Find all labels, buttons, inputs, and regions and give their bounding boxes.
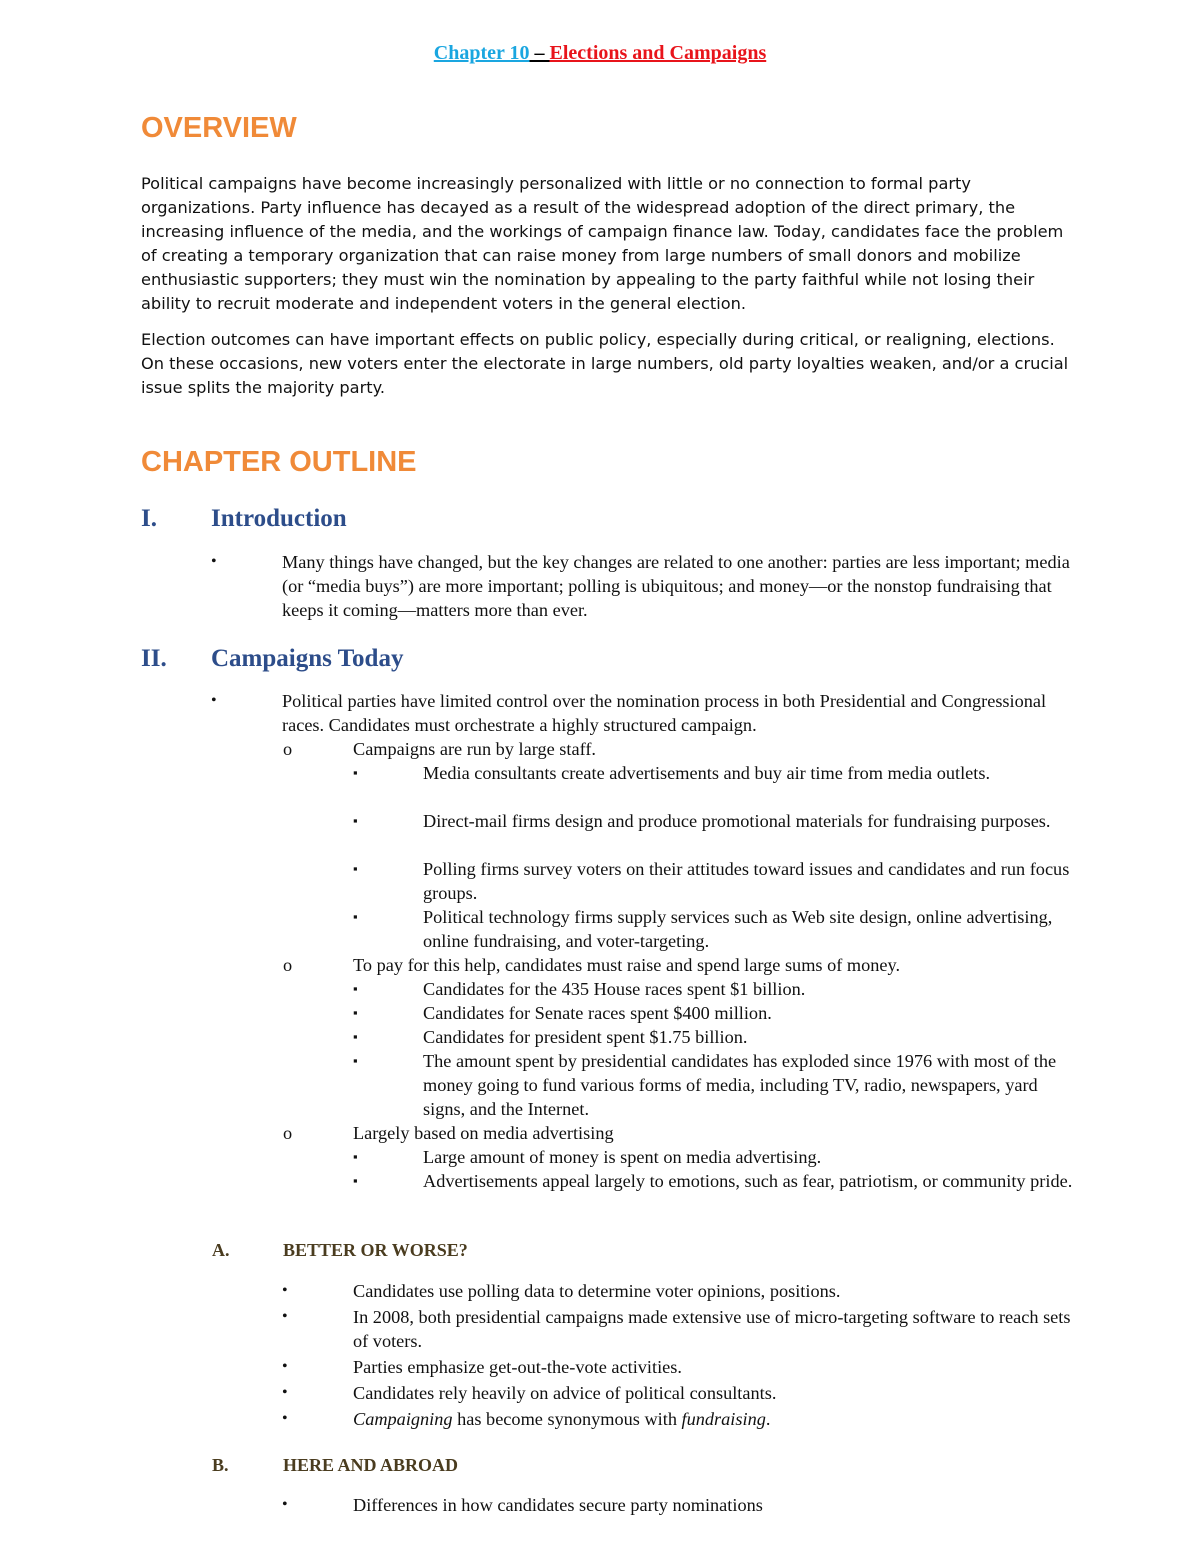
subsection-title: BETTER OR WORSE?	[283, 1240, 468, 1260]
bullet-marker: •	[211, 692, 217, 709]
section-number: II.	[141, 645, 167, 672]
overview-paragraph-1: Political campaigns have become increasingly personalized with little or no connection to formal party organizations. Party influence has decayed as a result of the widespread adoption of the direct primary, the increasing influence of the media, and the workings of campaign finance law. Today, candidates face the problem of creating a temporary organization that can raise money from large numbers of small donors and mobilize enthusiastic supporters; they must win the nomination by appealing to the party faithful while not losing their ability to recruit moderate and independent voters in the general election.	[141, 174, 1064, 313]
square-marker: ▪	[353, 861, 358, 876]
section-title: Introduction	[211, 505, 347, 532]
sub-sub-list-item-text: Large amount of money is spent on media advertising.	[423, 1147, 822, 1167]
sub-sub-list-item-text: Polling firms survey voters on their attitudes toward issues and candidates and run focus groups.	[423, 859, 1070, 903]
square-marker: ▪	[353, 909, 358, 924]
list-item-text: Candidates use polling data to determine voter opinions, positions.	[353, 1281, 841, 1301]
sub-list-item-text: To pay for this help, candidates must raise and spend large sums of money.	[353, 955, 901, 975]
list-item-text: Parties emphasize get-out-the-vote activities.	[353, 1357, 682, 1377]
square-marker: ▪	[353, 1005, 358, 1020]
circle-marker: o	[283, 739, 293, 759]
bullet-marker: •	[282, 1282, 288, 1299]
list-item-text-middle: has become synonymous with	[452, 1409, 682, 1429]
section-number: I.	[141, 505, 157, 532]
title-dash: –	[529, 42, 550, 64]
sub-sub-list-item-text: Candidates for Senate races spent $400 million.	[423, 1003, 772, 1023]
sub-sub-list-item-text: Candidates for the 435 House races spent $1 billion.	[423, 979, 806, 999]
bullet-marker: •	[282, 1384, 288, 1401]
subsection-letter: B.	[212, 1455, 229, 1475]
bullet-marker: •	[211, 553, 217, 570]
list-item-text: Candidates rely heavily on advice of political consultants.	[353, 1383, 777, 1403]
list-item-text	[353, 1407, 1073, 1431]
sub-list-item-text: Largely based on media advertising	[353, 1123, 614, 1143]
square-marker: ▪	[353, 765, 358, 780]
square-marker: ▪	[353, 981, 358, 996]
chapter-outline-heading: CHAPTER OUTLINE	[141, 446, 417, 478]
sub-sub-list-item-text: Political technology firms supply services such as Web site design, online advertising, online fundraising, and voter-targeting.	[423, 907, 1053, 951]
list-item-text: In 2008, both presidential campaigns made extensive use of micro-targeting software to reach sets of voters.	[353, 1307, 1071, 1351]
chapter-number: Chapter 10	[433, 42, 530, 64]
sub-sub-list-item-text: Media consultants create advertisements and buy air time from media outlets.	[423, 763, 991, 783]
overview-paragraph-2: Election outcomes can have important effects on public policy, especially during critical, or realigning, elections. On these occasions, new voters enter the electorate in large numbers, old party loyalties weaken, and/or a crucial issue splits the majority party.	[141, 330, 1069, 397]
sub-sub-list-item-text: Direct-mail firms design and produce promotional materials for fundraising purposes.	[423, 811, 1051, 831]
list-item-text: Many things have changed, but the key changes are related to one another: parties are less important; media (or “media buys”) are more important; polling is ubiquitous; and money—or the nonstop fundraising that keeps it coming—matters more than ever.	[282, 552, 1070, 620]
square-marker: ▪	[353, 1029, 358, 1044]
sub-sub-list-item-text: Advertisements appeal largely to emotions, such as fear, patriotism, or community pride.	[423, 1171, 1073, 1191]
square-marker: ▪	[353, 1149, 358, 1164]
chapter-title	[0, 42, 1200, 65]
bullet-marker: •	[282, 1496, 288, 1513]
square-marker: ▪	[353, 1053, 358, 1068]
list-item-text: Differences in how candidates secure party nominations	[353, 1495, 763, 1515]
circle-marker: o	[283, 955, 293, 975]
subsection-letter: A.	[212, 1240, 230, 1260]
sub-sub-list-item-text: Candidates for president spent $1.75 billion.	[423, 1027, 748, 1047]
chapter-subtitle: Elections and Campaigns	[549, 42, 767, 64]
sub-sub-list-item-text: The amount spent by presidential candidates has exploded since 1976 with most of the money going to fund various forms of media, including TV, radio, newspapers, yard signs, and the Internet.	[423, 1051, 1057, 1119]
emphasis-campaigning: Campaigning	[353, 1409, 453, 1429]
bullet-marker: •	[282, 1308, 288, 1325]
overview-heading: OVERVIEW	[141, 112, 297, 144]
sub-list-item-text: Campaigns are run by large staff.	[353, 739, 597, 759]
subsection-title: HERE AND ABROAD	[283, 1455, 459, 1475]
list-item-text: Political parties have limited control over the nomination process in both Presidential and Congressional races. Candidates must orchestrate a highly structured campaign.	[282, 691, 1047, 735]
bullet-marker: •	[282, 1358, 288, 1375]
bullet-marker: •	[282, 1410, 288, 1427]
circle-marker: o	[283, 1123, 293, 1143]
square-marker: ▪	[353, 813, 358, 828]
list-item-text-end: .	[765, 1409, 771, 1429]
section-title: Campaigns Today	[211, 645, 404, 672]
emphasis-fundraising: fundraising	[681, 1409, 766, 1429]
square-marker: ▪	[353, 1173, 358, 1188]
